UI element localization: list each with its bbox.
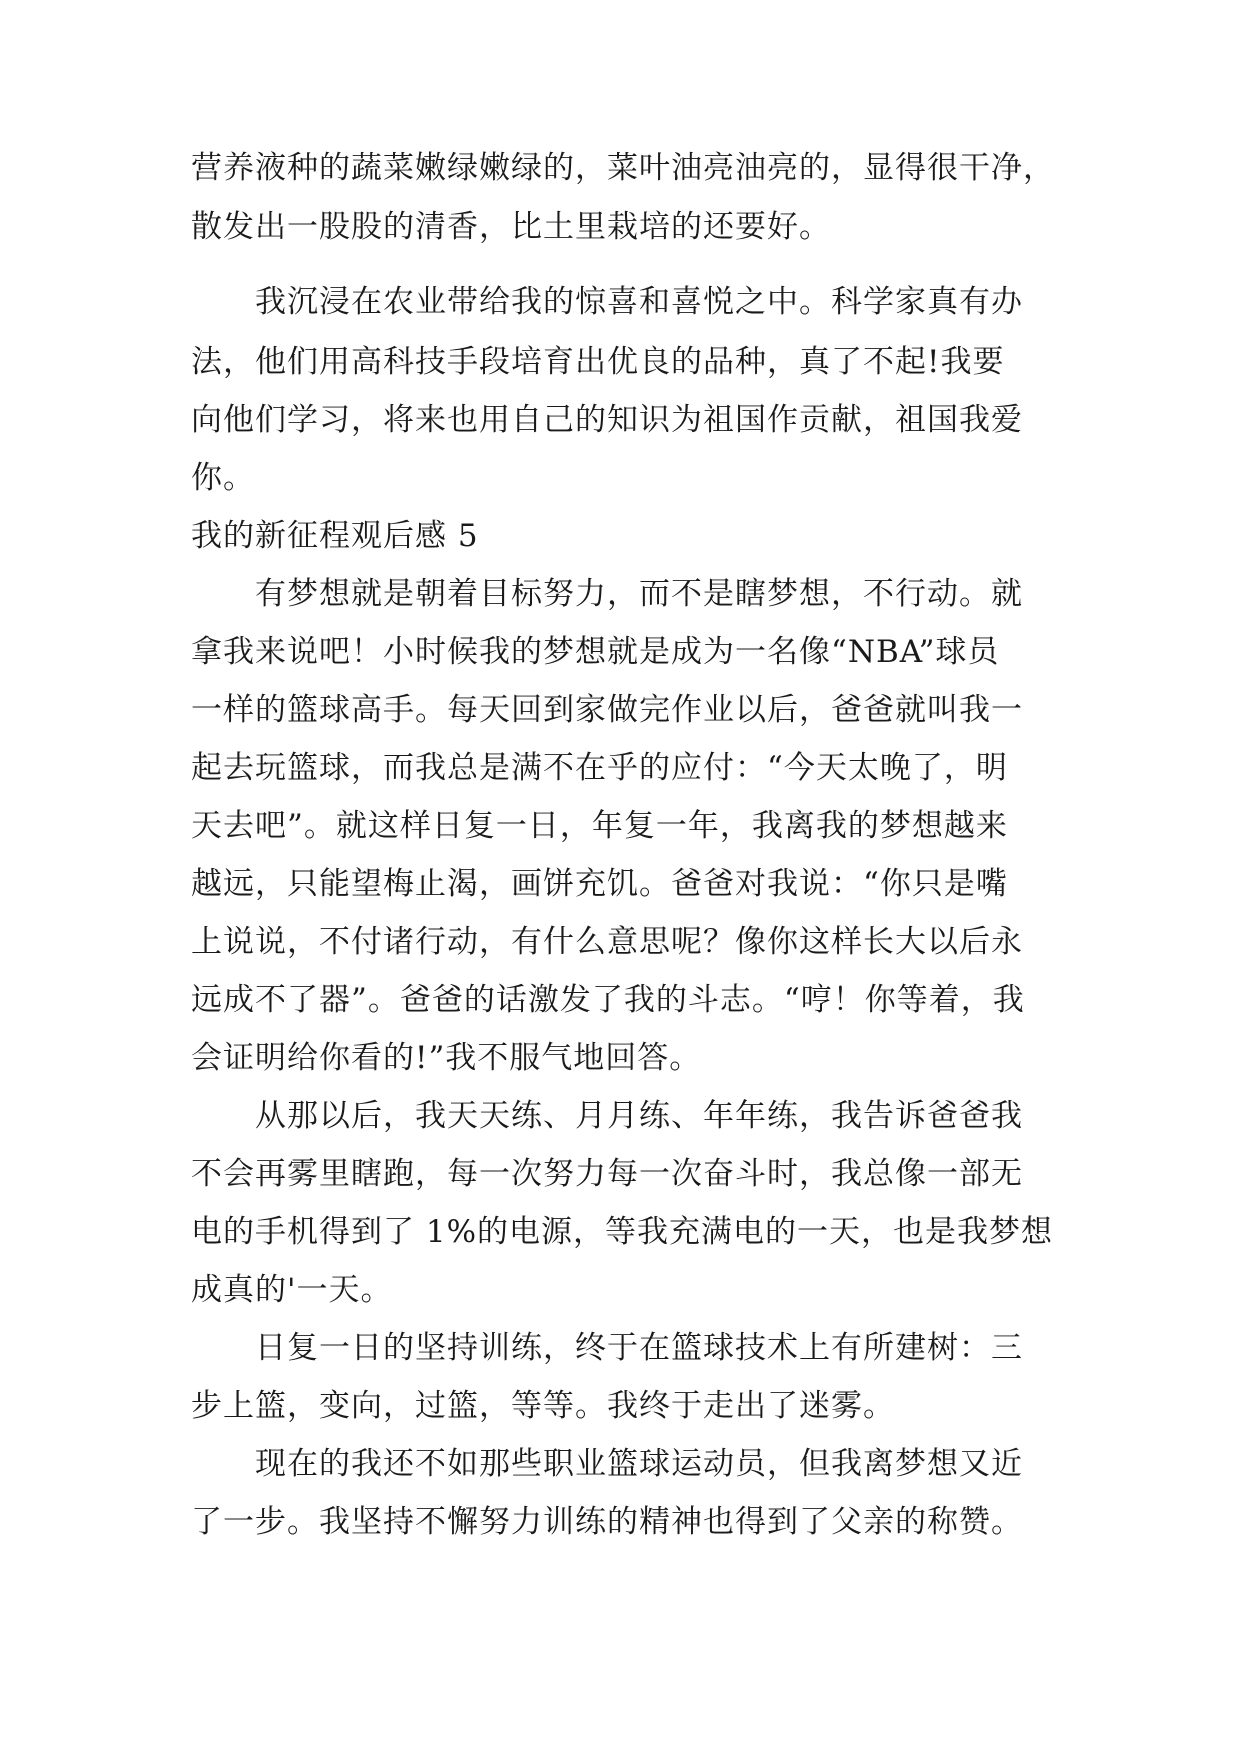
text-line: 会证明给你看的!”我不服气地回答。: [191, 1040, 702, 1076]
text-line: 向他们学习，将来也用自己的知识为祖国作贡献，祖国我爱: [191, 402, 1023, 438]
paragraph-start-line: 有梦想就是朝着目标努力，而不是瞎梦想，不行动。就: [255, 576, 1023, 612]
paragraph-start-line: 从那以后，我天天练、月月练、年年练，我告诉爸爸我: [255, 1098, 1023, 1134]
text-line: 电的手机得到了 1%的电源，等我充满电的一天，也是我梦想: [191, 1214, 1054, 1250]
text-line: 远成不了器”。爸爸的话激发了我的斗志。“哼！你等着，我: [191, 982, 1025, 1018]
text-line: 散发出一股股的清香，比土里栽培的还要好。: [191, 209, 831, 245]
text-line: 法，他们用高科技手段培育出优良的品种，真了不起!我要: [191, 344, 1005, 380]
text-line: 你。: [191, 460, 255, 496]
text-line: 营养液种的蔬菜嫩绿嫩绿的，菜叶油亮油亮的，显得很干净，: [191, 150, 1055, 186]
text-line: 一样的篮球高手。每天回到家做完作业以后，爸爸就叫我一: [191, 692, 1023, 728]
text-line: 步上篮，变向，过篮，等等。我终于走出了迷雾。: [191, 1388, 895, 1424]
text-line: 成真的'一天。: [191, 1272, 393, 1308]
paragraph-start-line: 现在的我还不如那些职业篮球运动员，但我离梦想又近: [255, 1446, 1023, 1482]
text-line: 上说说，不付诸行动，有什么意思呢？像你这样长大以后永: [191, 924, 1023, 960]
text-line: 起去玩篮球，而我总是满不在乎的应付：“今天太晚了，明: [191, 750, 1008, 786]
section-heading: 我的新征程观后感 5: [191, 518, 479, 554]
text-line: 了一步。我坚持不懈努力训练的精神也得到了父亲的称赞。: [191, 1504, 1023, 1540]
text-line: 不会再雾里瞎跑，每一次努力每一次奋斗时，我总像一部无: [191, 1156, 1023, 1192]
text-line: 天去吧”。就这样日复一日，年复一年，我离我的梦想越来: [191, 808, 1008, 844]
paragraph-start-line: 我沉浸在农业带给我的惊喜和喜悦之中。科学家真有办: [255, 284, 1023, 320]
text-line: 越远，只能望梅止渴，画饼充饥。爸爸对我说：“你只是嘴: [191, 866, 1008, 902]
paragraph-start-line: 日复一日的坚持训练，终于在篮球技术上有所建树：三: [255, 1330, 1023, 1366]
text-line: 拿我来说吧！小时候我的梦想就是成为一名像“NBA”球员: [191, 634, 1000, 670]
